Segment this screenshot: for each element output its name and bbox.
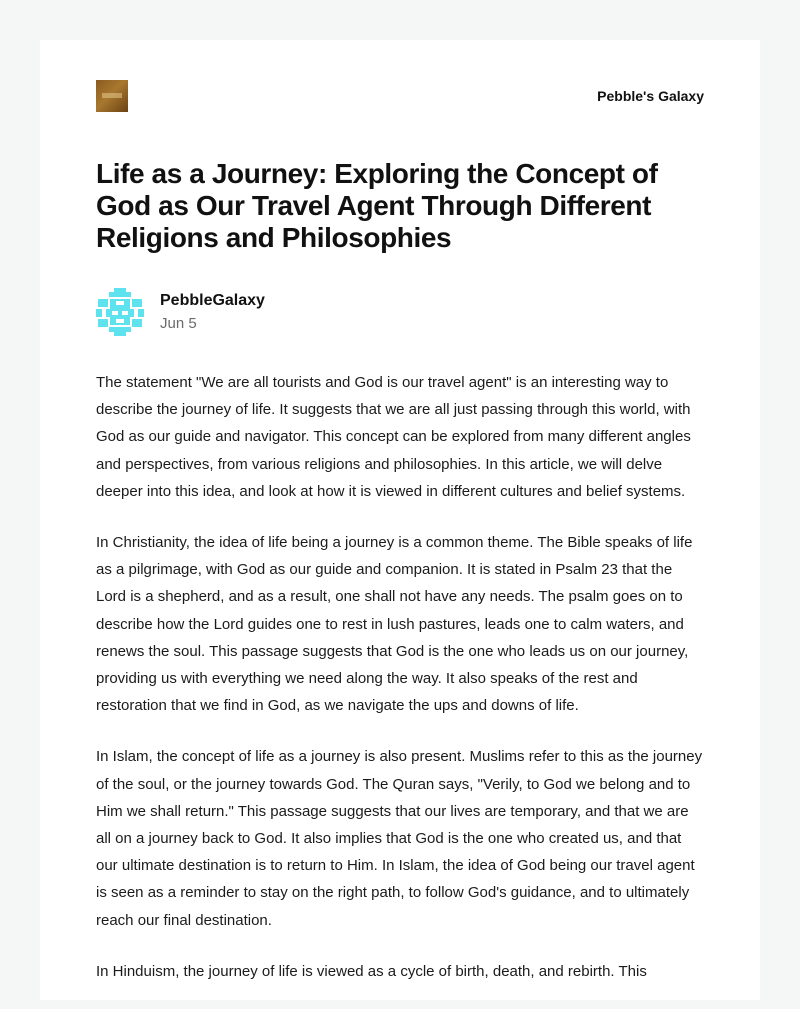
author-byline [96,288,704,336]
post-date: Jun 5 [160,315,197,332]
article-body [96,369,704,1009]
article-paragraph: In Islam, the concept of life as a journey is also present. Muslims refer to this as the journey of the soul, or the journey towards God. The Quran says, "Verily, to God we belong and to Him we shall return." This passage suggests that our lives are temporary, and that we are all on a journey back to God. It also implies that God is the one who created us, and that our ultimate destination is to return to Him. In Islam, the idea of God being our travel agent is seen as a reminder to stay on the right path, to follow God's guidance, and to ultimately reach our final destination. [96,748,703,929]
site-header [96,80,704,112]
publication-logo-icon[interactable] [96,80,128,112]
article-card [40,40,760,1000]
article-paragraph: The statement "We are all tourists and God is our travel agent" is an interesting way to describe the journey of life. It suggests that we are all just passing through this world, with God as our guide and navigator. This concept can be explored from many different angles and perspectives, from various religions and philosophies. In this article, we will delve deeper into this idea, and look at how it is viewed in different cultures and belief systems. [96,374,691,500]
article-title: Life as a Journey: Exploring the Concept of God as Our Travel Agent Through Different Religions and Philosophies [96,158,658,253]
publication-name-link[interactable]: Pebble's Galaxy [597,88,704,104]
author-avatar-icon[interactable] [96,288,144,336]
article-paragraph: In Christianity, the idea of life being a journey is a common theme. The Bible speaks of life as a pilgrimage, with God as our guide and companion. It is stated in Psalm 23 that the Lord is a shepherd, and as a result, one shall not have any needs. The psalm goes on to describe how the Lord guides one to rest in lush pastures, leads one to calm waters, and renews the soul. This passage suggests that God is the one who leads us on our journey, providing us with everything we need along the way. It also speaks of the rest and restoration that we find in God, as we navigate the ups and downs of life. [96,534,693,715]
author-name[interactable]: PebbleGalaxy [160,292,265,309]
article-paragraph: In Hinduism, the journey of life is viewed as a cycle of birth, death, and rebirth. This [96,962,647,980]
